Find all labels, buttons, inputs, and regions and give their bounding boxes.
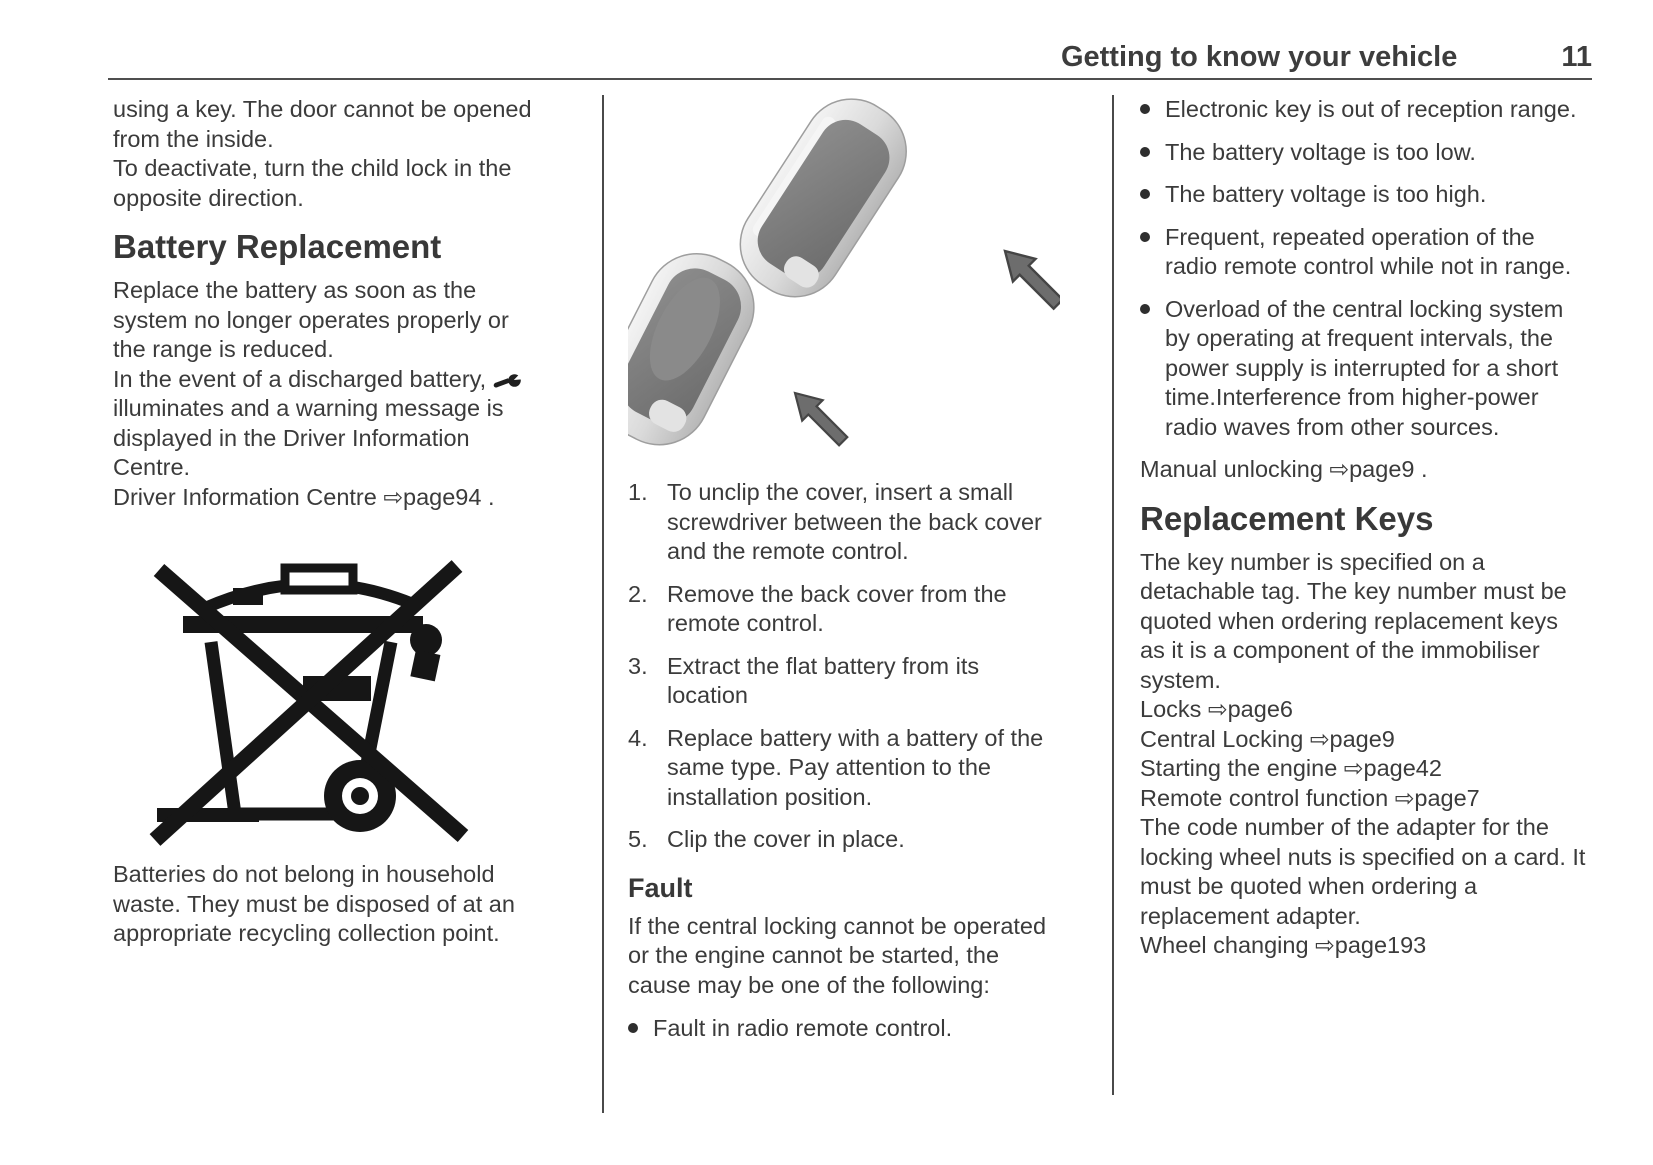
battery-disposal-figure <box>145 546 543 846</box>
step-item <box>628 580 1060 639</box>
replacement-keys-heading: Replacement Keys <box>1140 499 1434 537</box>
list-item <box>1140 295 1588 443</box>
page-reference-line: Remote control function ⇨page7 <box>1140 784 1480 811</box>
step-item <box>628 724 1060 813</box>
step-number: 1. <box>628 479 648 505</box>
bullet-text: The battery voltage is too low. <box>1165 138 1476 165</box>
fault-heading: Fault <box>628 872 693 903</box>
bullet-text: Frequent, repeated operation of the radio remote control while not in range. <box>1165 223 1572 279</box>
bullet-text: Overload of the central locking system by operating at frequent intervals, the power supply is interrupted for a short time.Interference from higher-power radio waves from other sources. <box>1165 295 1564 440</box>
intro-paragraph: using a key. The door cannot be opened from the inside. <box>113 96 532 152</box>
bullet-dot-icon <box>1140 104 1150 114</box>
bullet-text: The battery voltage is too high. <box>1165 181 1487 207</box>
step-item <box>628 478 1060 567</box>
page-reference-line: Wheel changing ⇨page193 <box>1140 932 1427 958</box>
adapter-paragraph: The code number of the adapter for the locking wheel nuts is specified on a card. It must be quoted when ordering a replacement adapter. <box>1140 814 1586 929</box>
list-item <box>1140 95 1588 125</box>
step-item <box>628 825 1060 855</box>
warning-text-post: illuminates and a warning message is displayed in the Driver Information Centre. <box>113 395 504 480</box>
page-title: Getting to know your vehicle <box>1060 41 1458 73</box>
page-reference-line: Manual unlocking ⇨page9 . <box>1140 456 1428 482</box>
battery-warning-paragraph <box>113 365 543 483</box>
battery-steps-list <box>628 478 1060 855</box>
remote-control-rear <box>722 95 925 315</box>
step-text: Remove the back cover from the remote control. <box>667 580 1007 636</box>
page-reference-line: Driver Information Centre ⇨page94 . <box>113 483 495 510</box>
remote-controls-drawing <box>628 95 1060 463</box>
bullet-dot-icon <box>1140 189 1150 199</box>
fault-causes-list-continued <box>1140 95 1588 442</box>
block-arrow-icon <box>785 383 854 452</box>
bullet-text: Fault in radio remote control. <box>653 1015 953 1041</box>
step-text: To unclip the cover, insert a small screwdriver between the back cover and the remote control. <box>667 479 1042 564</box>
disposal-paragraph: Batteries do not belong in household waste. They must be disposed of at an appropriate recycling collection point. <box>113 861 515 946</box>
middle-column <box>628 95 1060 1057</box>
intro-paragraph: To deactivate, turn the child lock in the opposite direction. <box>113 155 512 211</box>
page-reference-line: Central Locking ⇨page9 <box>1140 725 1395 752</box>
bullet-dot-icon <box>1140 232 1150 242</box>
bullet-dot-icon <box>628 1023 638 1033</box>
step-number: 2. <box>628 580 648 607</box>
bullet-dot-icon <box>1140 147 1150 157</box>
remote-controls-illustration <box>628 95 1060 463</box>
battery-replacement-heading: Battery Replacement <box>113 228 442 265</box>
list-item <box>1140 223 1588 282</box>
step-number: 5. <box>628 826 648 852</box>
list-item <box>1140 180 1588 210</box>
replacement-paragraph: The key number is specified on a detachable tag. The key number must be quoted when ordering replacement keys as it is a component of the immobiliser system. <box>1140 548 1567 693</box>
page-reference-line: Starting the engine ⇨page42 <box>1140 755 1442 781</box>
header-rule <box>108 78 1592 80</box>
step-number: 4. <box>628 724 648 751</box>
bullet-dot-icon <box>1140 304 1150 314</box>
step-text: Extract the flat battery from its location <box>667 652 980 708</box>
left-column <box>113 95 543 949</box>
step-number: 3. <box>628 652 648 679</box>
wrench-icon <box>493 372 523 389</box>
fault-paragraph: If the central locking cannot be operated or the engine cannot be started, the cause may be one of the following: <box>628 912 1047 998</box>
page-header <box>1061 41 1592 74</box>
page-number: 11 <box>1561 41 1592 73</box>
fault-causes-list <box>628 1014 1060 1044</box>
block-arrow-icon <box>994 240 1060 316</box>
warning-text-pre: In the event of a discharged battery, <box>113 365 487 392</box>
step-item <box>628 652 1060 711</box>
step-text: Replace battery with a battery of the same type. Pay attention to the installation position. <box>667 724 1044 810</box>
bullet-text: Electronic key is out of reception range. <box>1165 96 1577 122</box>
column-divider-right <box>1112 95 1114 1095</box>
list-item <box>1140 138 1588 168</box>
column-divider-left <box>602 95 604 1113</box>
battery-paragraph: Replace the battery as soon as the system no longer operates properly or the range is reduced. <box>113 277 509 362</box>
page-reference-line: Locks ⇨page6 <box>1140 696 1293 722</box>
right-column <box>1140 95 1588 961</box>
list-item <box>628 1014 1060 1044</box>
crossed-out-wheelie-bin-icon <box>145 546 477 846</box>
step-text: Clip the cover in place. <box>667 826 905 852</box>
